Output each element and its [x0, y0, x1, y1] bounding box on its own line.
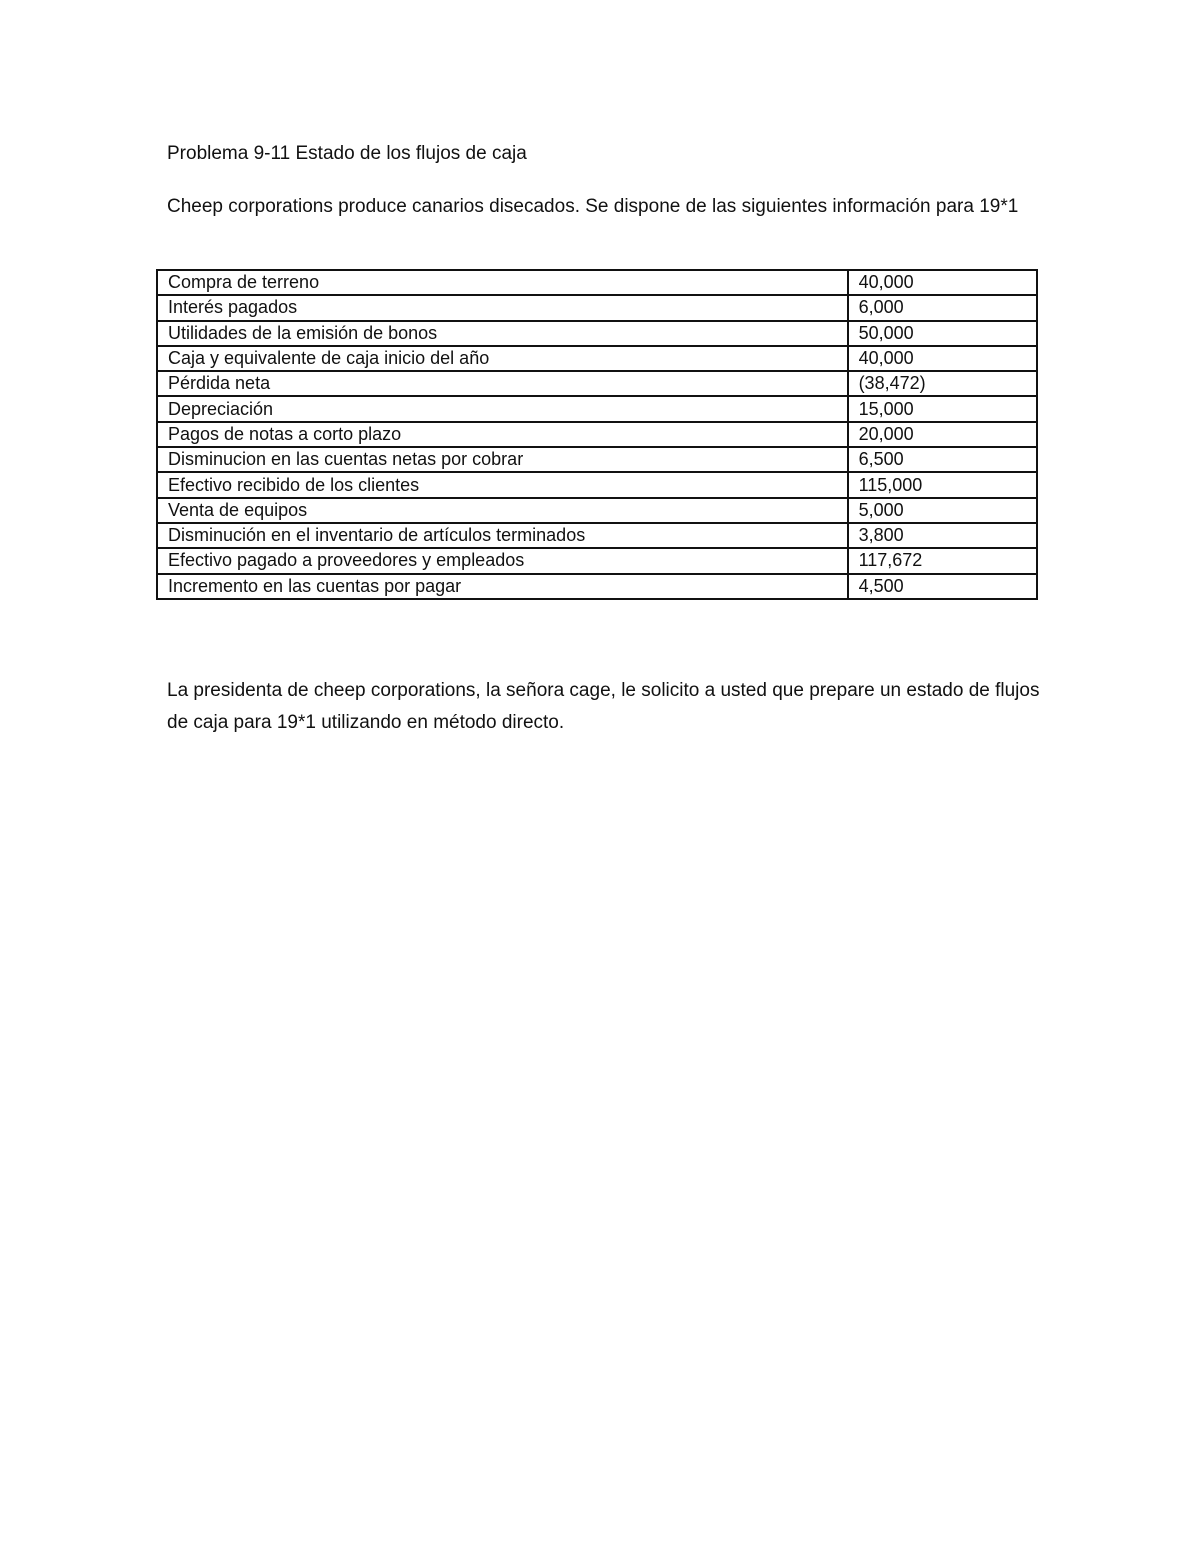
row-label: Compra de terreno: [157, 270, 848, 295]
row-value: (38,472): [848, 371, 1037, 396]
row-label: Disminución en el inventario de artículos terminados: [157, 523, 848, 548]
row-label: Pérdida neta: [157, 371, 848, 396]
table-row: [157, 548, 1037, 573]
table-row: [157, 346, 1037, 371]
table-row: [157, 321, 1037, 346]
row-label: Incremento en las cuentas por pagar: [157, 574, 848, 599]
row-value: 20,000: [848, 422, 1037, 447]
closing-paragraph: La presidenta de cheep corporations, la señora cage, le solicito a usted que prepare un estado de flujos de caja para 19*1 utilizando en método directo.: [167, 680, 1040, 733]
row-value: 40,000: [848, 270, 1037, 295]
table-row: [157, 523, 1037, 548]
row-value: 6,000: [848, 295, 1037, 320]
table-row: [157, 396, 1037, 421]
row-value: 40,000: [848, 346, 1037, 371]
row-label: Disminucion en las cuentas netas por cobrar: [157, 447, 848, 472]
row-value: 117,672: [848, 548, 1037, 573]
table-row: [157, 472, 1037, 497]
problem-title: Problema 9-11 Estado de los flujos de caja: [167, 143, 527, 164]
table-row: [157, 498, 1037, 523]
row-value: 6,500: [848, 447, 1037, 472]
table-body: [157, 270, 1037, 599]
row-label: Depreciación: [157, 396, 848, 421]
row-value: 15,000: [848, 396, 1037, 421]
financial-data-table: [156, 269, 1038, 600]
table-row: [157, 574, 1037, 599]
table-row: [157, 447, 1037, 472]
row-value: 5,000: [848, 498, 1037, 523]
row-label: Efectivo pagado a proveedores y empleados: [157, 548, 848, 573]
row-label: Caja y equivalente de caja inicio del año: [157, 346, 848, 371]
intro-paragraph: Cheep corporations produce canarios disecados. Se dispone de las siguientes información para 19*1: [167, 196, 1019, 217]
row-value: 3,800: [848, 523, 1037, 548]
table-row: [157, 422, 1037, 447]
row-label: Efectivo recibido de los clientes: [157, 472, 848, 497]
row-value: 50,000: [848, 321, 1037, 346]
table-row: [157, 295, 1037, 320]
row-value: 4,500: [848, 574, 1037, 599]
table-row: [157, 270, 1037, 295]
row-label: Pagos de notas a corto plazo: [157, 422, 848, 447]
row-label: Venta de equipos: [157, 498, 848, 523]
row-label: Interés pagados: [157, 295, 848, 320]
table-row: [157, 371, 1037, 396]
row-value: 115,000: [848, 472, 1037, 497]
row-label: Utilidades de la emisión de bonos: [157, 321, 848, 346]
